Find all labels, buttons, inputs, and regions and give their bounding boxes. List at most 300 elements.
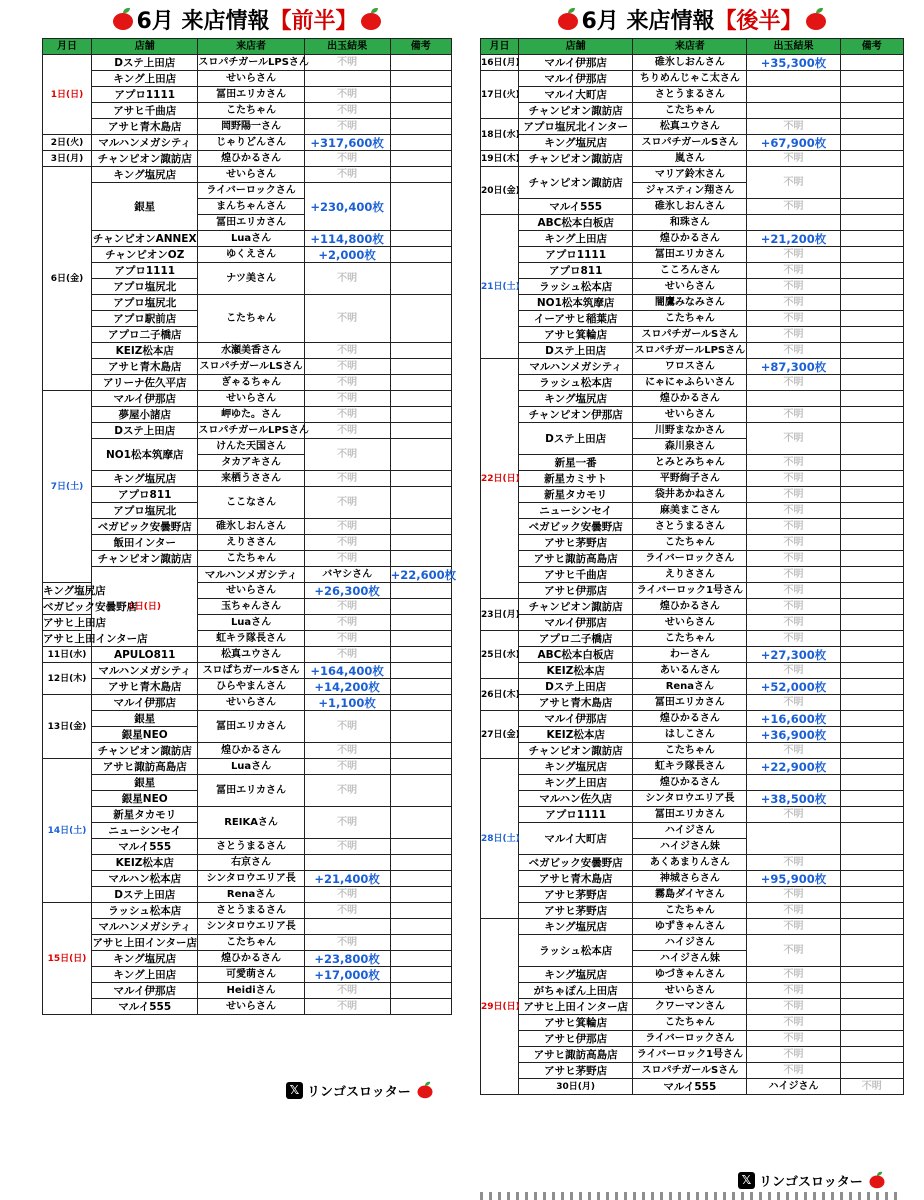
- table-row: [481, 151, 904, 167]
- store-cell: チャンピオン諏訪店: [92, 151, 198, 167]
- store-cell: アサヒ茅野店: [519, 535, 633, 551]
- table-row: [481, 599, 904, 615]
- remarks-cell: [390, 391, 451, 407]
- remarks-cell: [390, 439, 451, 471]
- store-cell: ABC松本白板店: [519, 215, 633, 231]
- visitor-cell: さとうまるさん: [198, 903, 304, 919]
- visitor-cell: せいらさん: [198, 695, 304, 711]
- result-cell: +230,400枚: [304, 183, 390, 231]
- table-row: [43, 119, 452, 135]
- table-row: [481, 711, 904, 727]
- table-row: [481, 807, 904, 823]
- store-cell: キング塩尻店: [519, 967, 633, 983]
- visitor-cell: 川野まなかさん: [633, 423, 747, 439]
- table-row: [43, 583, 452, 599]
- remarks-cell: [390, 151, 451, 167]
- visitor-cell: ハイジさん妹: [633, 839, 747, 855]
- right-half-panel: [480, 0, 904, 1095]
- visitor-cell: ナツ美さん: [198, 263, 304, 295]
- result-cell: +22,900枚: [747, 759, 840, 775]
- store-cell: Dステ上田店: [519, 343, 633, 359]
- result-cell: 不明: [747, 743, 840, 759]
- store-cell: マルハンメガシティ: [92, 135, 198, 151]
- store-cell: マルイ555: [92, 999, 198, 1015]
- store-cell: アサヒ諏訪高島店: [519, 1047, 633, 1063]
- table-row: [43, 807, 452, 823]
- table-row: [481, 1015, 904, 1031]
- remarks-cell: [840, 967, 903, 983]
- visitor-cell: ワロスさん: [633, 359, 747, 375]
- date-cell: 7日(土): [43, 391, 92, 583]
- store-cell: 新星タカモリ: [92, 807, 198, 823]
- store-cell: アサヒ青木島店: [519, 695, 633, 711]
- left-half-panel: [42, 0, 457, 1015]
- table-row: [43, 599, 452, 615]
- remarks-cell: [390, 663, 451, 679]
- result-cell: 不明: [747, 423, 840, 455]
- visitor-cell: こたちゃん: [198, 551, 304, 567]
- store-cell: アプロ二子橋店: [92, 327, 198, 343]
- table-row: [481, 743, 904, 759]
- table-row: [481, 311, 904, 327]
- store-cell: マルイ555: [92, 839, 198, 855]
- remarks-cell: [390, 855, 451, 871]
- remarks-cell: [390, 903, 451, 919]
- store-cell: キング塩尻店: [519, 759, 633, 775]
- visitor-cell: ライバーロックさん: [633, 1031, 747, 1047]
- remarks-cell: [390, 231, 451, 247]
- remarks-cell: [840, 503, 903, 519]
- result-cell: 不明: [304, 391, 390, 407]
- result-cell: 不明: [747, 887, 840, 903]
- date-cell: 6日(金): [43, 167, 92, 391]
- store-cell: KEIZ松本店: [519, 727, 633, 743]
- remarks-cell: [390, 615, 451, 631]
- remarks-cell: [840, 919, 903, 935]
- column-header: 備考: [390, 39, 451, 55]
- remarks-cell: [840, 759, 903, 775]
- store-cell: アサヒ諏訪高島店: [519, 551, 633, 567]
- result-cell: [304, 919, 390, 935]
- remarks-cell: [840, 1063, 903, 1079]
- visitor-cell: 煌ひかるさん: [633, 775, 747, 791]
- visitor-cell: シンタロウエリア長: [633, 791, 747, 807]
- remarks-cell: [840, 727, 903, 743]
- visitor-cell: ひらやまんさん: [198, 679, 304, 695]
- table-row: [481, 55, 904, 71]
- column-header: 来店者: [198, 39, 304, 55]
- table-row: [481, 679, 904, 695]
- remarks-cell: [390, 535, 451, 551]
- result-cell: +317,600枚: [304, 135, 390, 151]
- result-cell: 不明: [304, 839, 390, 855]
- left-table-body: [43, 55, 457, 1015]
- visitor-cell: じゃりどんさん: [198, 135, 304, 151]
- footer-brand-text: リンゴスロッター: [759, 1174, 863, 1190]
- remarks-cell: [840, 1031, 903, 1047]
- remarks-cell: [390, 983, 451, 999]
- visitor-cell: 闇鷹みなみさん: [633, 295, 747, 311]
- store-cell: NO1松本筑摩店: [519, 295, 633, 311]
- store-cell: 銀星: [92, 183, 198, 231]
- table-row: [43, 391, 452, 407]
- remarks-cell: [840, 119, 903, 135]
- result-cell: +22,600枚: [390, 567, 457, 582]
- footer-brand-right: [738, 1170, 891, 1190]
- store-cell: アサヒ上田インター店: [43, 632, 148, 645]
- date-cell: 16日(月): [481, 55, 519, 71]
- left-header-row: [43, 39, 452, 55]
- remarks-cell: [390, 551, 451, 567]
- visitor-cell: シンタロウエリア長: [198, 871, 304, 887]
- result-cell: 不明: [747, 327, 840, 343]
- remarks-cell: [390, 407, 451, 423]
- result-cell: [747, 87, 840, 103]
- table-row: [43, 55, 452, 71]
- result-cell: 不明: [747, 343, 840, 359]
- result-cell: [304, 855, 390, 871]
- visitor-cell: ライバーロック1号さん: [633, 1047, 747, 1063]
- visitor-cell: こたちゃん: [633, 1015, 747, 1031]
- store-cell: マルハンメガシティ: [519, 359, 633, 375]
- store-cell: マルイ555: [633, 1079, 747, 1095]
- date-cell: 25日(水): [481, 631, 519, 679]
- store-cell: アサヒ伊那店: [519, 583, 633, 599]
- column-header: 出玉結果: [304, 39, 390, 55]
- table-row: [481, 791, 904, 807]
- table-row: [43, 631, 452, 647]
- table-row: [43, 167, 452, 183]
- apple-icon: [360, 8, 382, 30]
- table-row: [481, 567, 904, 583]
- table-row: [43, 871, 452, 887]
- store-cell: マルイ555: [519, 199, 633, 215]
- result-cell: 不明: [304, 375, 390, 391]
- remarks-cell: [390, 87, 451, 103]
- remarks-cell: [390, 711, 451, 743]
- result-cell: 不明: [304, 487, 390, 519]
- store-cell: ベガビック安曇野店: [519, 855, 633, 871]
- date-cell: 30日(月): [519, 1079, 633, 1095]
- table-row: [481, 919, 904, 935]
- table-row: [43, 983, 452, 999]
- visitor-cell: 冨田エリカさん: [198, 775, 304, 807]
- remarks-cell: [840, 535, 903, 551]
- remarks-cell: [840, 935, 903, 967]
- store-cell: アサヒ青木島店: [519, 871, 633, 887]
- remarks-cell: [390, 679, 451, 695]
- remarks-cell: [840, 487, 903, 503]
- result-cell: +27,300枚: [747, 647, 840, 663]
- remarks-cell: [390, 951, 451, 967]
- result-cell: 不明: [747, 599, 840, 615]
- result-cell: 不明: [747, 1063, 840, 1079]
- store-cell: ベガビック安曇野店: [43, 600, 138, 613]
- visitor-cell: 冨田エリカさん: [198, 215, 304, 231]
- visitor-cell: こたちゃん: [198, 103, 304, 119]
- visitor-cell: ゆくえさん: [198, 247, 304, 263]
- visitor-cell: 煌ひかるさん: [198, 743, 304, 759]
- table-row: [481, 167, 904, 183]
- table-row: [43, 263, 452, 279]
- store-cell: チャンピオン諏訪店: [519, 743, 633, 759]
- visitor-cell: スロぱちガールSさん: [198, 663, 304, 679]
- store-cell: チャンピオン諏訪店: [519, 167, 633, 199]
- result-cell: +87,300枚: [747, 359, 840, 375]
- result-cell: 不明: [304, 903, 390, 919]
- table-row: [43, 695, 452, 711]
- visitor-cell: スロパチガールSさん: [633, 1063, 747, 1079]
- result-cell: +38,500枚: [747, 791, 840, 807]
- visitor-cell: こたちゃん: [198, 295, 304, 343]
- remarks-cell: [840, 711, 903, 727]
- result-cell: 不明: [304, 807, 390, 839]
- visitor-cell: こたちゃん: [633, 903, 747, 919]
- store-cell: アプロ塩尻北: [92, 295, 198, 311]
- store-cell: アプロ1111: [92, 87, 198, 103]
- remarks-cell: [390, 359, 451, 375]
- store-cell: マルイ伊那店: [519, 711, 633, 727]
- remarks-cell: [840, 279, 903, 295]
- visitor-cell: スロパチガールLPSさん: [633, 343, 747, 359]
- visitor-cell: 水瀬美香さん: [198, 343, 304, 359]
- visitor-cell: 森川泉さん: [633, 439, 747, 455]
- remarks-cell: [390, 343, 451, 359]
- date-cell: 29日(日): [481, 919, 519, 1095]
- visitor-cell: 霧島ダイヤさん: [633, 887, 747, 903]
- result-cell: 不明: [747, 151, 840, 167]
- store-cell: Dステ上田店: [92, 55, 198, 71]
- result-cell: [747, 71, 840, 87]
- visitor-cell: あいるんさん: [633, 663, 747, 679]
- remarks-cell: [840, 455, 903, 471]
- visitor-cell: Renaさん: [198, 887, 304, 903]
- store-cell: アサヒ茅野店: [519, 903, 633, 919]
- result-cell: 不明: [304, 439, 390, 471]
- visitor-cell: ゆづきゃんさん: [633, 967, 747, 983]
- remarks-cell: [390, 167, 451, 183]
- visitor-cell: Heidiさん: [198, 983, 304, 999]
- table-row: [43, 519, 452, 535]
- result-cell: 不明: [747, 903, 840, 919]
- table-row: [43, 183, 452, 199]
- store-cell: ラッシュ松本店: [519, 375, 633, 391]
- result-cell: 不明: [747, 919, 840, 935]
- remarks-cell: [840, 391, 903, 407]
- date-cell: 8日(日): [92, 567, 198, 647]
- result-cell: 不明: [747, 807, 840, 823]
- result-cell: 不明: [747, 535, 840, 551]
- remarks-cell: [840, 343, 903, 359]
- remarks-cell: [390, 71, 451, 87]
- visitor-cell: ハイジさん: [633, 823, 747, 839]
- table-row: [481, 615, 904, 631]
- store-cell: アサヒ青木島店: [92, 359, 198, 375]
- table-row: [481, 887, 904, 903]
- visitor-cell: せいらさん: [633, 279, 747, 295]
- column-header: 月日: [43, 39, 92, 55]
- result-cell: 不明: [747, 311, 840, 327]
- remarks-cell: [390, 935, 451, 951]
- store-cell: ニューシンセイ: [92, 823, 198, 839]
- visitor-cell: 平野絢子さん: [633, 471, 747, 487]
- result-cell: 不明: [304, 423, 390, 439]
- visitor-cell: 神城さらさん: [633, 871, 747, 887]
- table-row: [43, 423, 452, 439]
- table-row: [481, 647, 904, 663]
- table-row: [481, 231, 904, 247]
- result-cell: 不明: [747, 279, 840, 295]
- date-cell: 19日(木): [481, 151, 519, 167]
- table-row: [43, 487, 452, 503]
- visitor-cell: 冨田エリカさん: [198, 711, 304, 743]
- result-cell: 不明: [747, 471, 840, 487]
- table-row: [481, 855, 904, 871]
- table-row: [43, 567, 452, 583]
- table-row: [43, 647, 452, 663]
- remarks-cell: [390, 487, 451, 519]
- remarks-cell: [840, 583, 903, 599]
- result-cell: +164,400枚: [304, 663, 390, 679]
- store-cell: チャンピオンANNEX: [92, 232, 197, 245]
- table-row: [481, 103, 904, 119]
- table-row: [481, 775, 904, 791]
- remarks-cell: [840, 1047, 903, 1063]
- remarks-cell: [840, 679, 903, 695]
- x-logo-icon: 𝕏: [286, 1082, 303, 1099]
- date-cell: 26日(木): [481, 679, 519, 711]
- remarks-cell: [390, 119, 451, 135]
- result-cell: +114,800枚: [304, 231, 390, 247]
- date-cell: 18日(水): [481, 119, 519, 151]
- result-cell: [747, 391, 840, 407]
- remarks-cell: [390, 695, 451, 711]
- remarks-cell: [390, 375, 451, 391]
- left-title: [42, 0, 452, 38]
- table-row: [43, 103, 452, 119]
- store-cell: アプロ二子橋店: [519, 631, 633, 647]
- visitor-cell: ライバーロックさん: [198, 183, 304, 199]
- store-cell: アプロ1111: [519, 247, 633, 263]
- table-row: [481, 519, 904, 535]
- store-cell: マルハン佐久店: [519, 791, 633, 807]
- table-row: [43, 407, 452, 423]
- remarks-cell: [840, 263, 903, 279]
- result-cell: 不明: [304, 647, 390, 663]
- remarks-cell: [840, 327, 903, 343]
- table-row: [481, 359, 904, 375]
- visitor-cell: 煌ひかるさん: [633, 391, 747, 407]
- store-cell: KEIZ松本店: [519, 663, 633, 679]
- date-cell: 20日(金): [481, 167, 519, 215]
- store-cell: アサヒ箕輪店: [519, 1015, 633, 1031]
- store-cell: マルハンメガシティ: [198, 567, 304, 583]
- right-title-bracket: 【後半】: [714, 8, 803, 34]
- date-cell: 21日(土): [481, 215, 519, 359]
- result-cell: [304, 71, 390, 87]
- result-cell: 不明: [747, 551, 840, 567]
- visitor-cell: 嵐さん: [633, 151, 747, 167]
- store-cell: アサヒ上田インター店: [519, 999, 633, 1015]
- table-row: [481, 1063, 904, 1079]
- remarks-cell: [840, 423, 903, 455]
- store-cell: APULO811: [92, 647, 198, 663]
- visitor-cell: えりささん: [633, 567, 747, 583]
- remarks-cell: [390, 519, 451, 535]
- date-cell: 14日(土): [43, 759, 92, 903]
- remarks-cell: [840, 855, 903, 871]
- remarks-cell: [840, 631, 903, 647]
- store-cell: チャンピオン諏訪店: [519, 599, 633, 615]
- result-cell: 不明: [747, 407, 840, 423]
- visitor-cell: ゆずきゃんさん: [633, 919, 747, 935]
- result-cell: +23,800枚: [304, 951, 390, 967]
- visitor-cell: マリア鈴木さん: [633, 167, 747, 183]
- store-cell: アサヒ茅野店: [519, 887, 633, 903]
- visitor-cell: こたちゃん: [633, 631, 747, 647]
- store-cell: アサヒ伊那店: [519, 1031, 633, 1047]
- result-cell: 不明: [747, 663, 840, 679]
- remarks-cell: [390, 247, 451, 263]
- store-cell: イーアサヒ稲葉店: [519, 311, 633, 327]
- store-cell: KEIZ松本店: [92, 343, 198, 359]
- table-row: [481, 135, 904, 151]
- visitor-cell: あくあまりんさん: [633, 855, 747, 871]
- result-cell: 不明: [304, 151, 390, 167]
- visitor-cell: スロパチガールSさん: [633, 135, 747, 151]
- store-cell: アプロ811: [519, 263, 633, 279]
- table-row: [481, 663, 904, 679]
- result-cell: 不明: [840, 1079, 903, 1095]
- visitor-cell: ぎゃるちゃん: [198, 375, 304, 391]
- visitor-cell: 来栖うささん: [198, 471, 304, 487]
- result-cell: 不明: [304, 759, 390, 775]
- visitor-cell: 煌ひかるさん: [633, 599, 747, 615]
- table-row: [481, 967, 904, 983]
- table-row: [481, 535, 904, 551]
- remarks-cell: [390, 743, 451, 759]
- table-row: [481, 1079, 904, 1095]
- visitor-cell: タカアキさん: [198, 455, 304, 471]
- table-row: [43, 231, 452, 247]
- visitor-cell: スロパチガールSさん: [633, 327, 747, 343]
- visitor-cell: せいらさん: [198, 71, 304, 87]
- date-cell: 17日(火): [481, 71, 519, 119]
- visitor-cell: ハイジさん: [633, 935, 747, 951]
- right-title-text: 6月 来店情報: [581, 8, 715, 34]
- result-cell: 不明: [304, 343, 390, 359]
- result-cell: +67,900枚: [747, 135, 840, 151]
- table-row: [43, 295, 452, 311]
- footer-brand-left: [286, 1080, 439, 1100]
- store-cell: マルハンメガシティ: [92, 663, 198, 679]
- store-cell: 銀星: [92, 711, 198, 727]
- visitor-cell: 右京さん: [198, 855, 304, 871]
- store-cell: キング塩尻店: [519, 919, 633, 935]
- store-cell: キング上田店: [92, 71, 198, 87]
- remarks-cell: [840, 247, 903, 263]
- table-row: [43, 87, 452, 103]
- table-row: [481, 823, 904, 839]
- table-row: [481, 759, 904, 775]
- result-cell: 不明: [747, 519, 840, 535]
- table-row: [481, 423, 904, 439]
- result-cell: 不明: [747, 1047, 840, 1063]
- result-cell: 不明: [304, 887, 390, 903]
- table-row: [481, 631, 904, 647]
- visitor-cell: まんちゃんさん: [198, 199, 304, 215]
- visitor-cell: えりささん: [198, 535, 304, 551]
